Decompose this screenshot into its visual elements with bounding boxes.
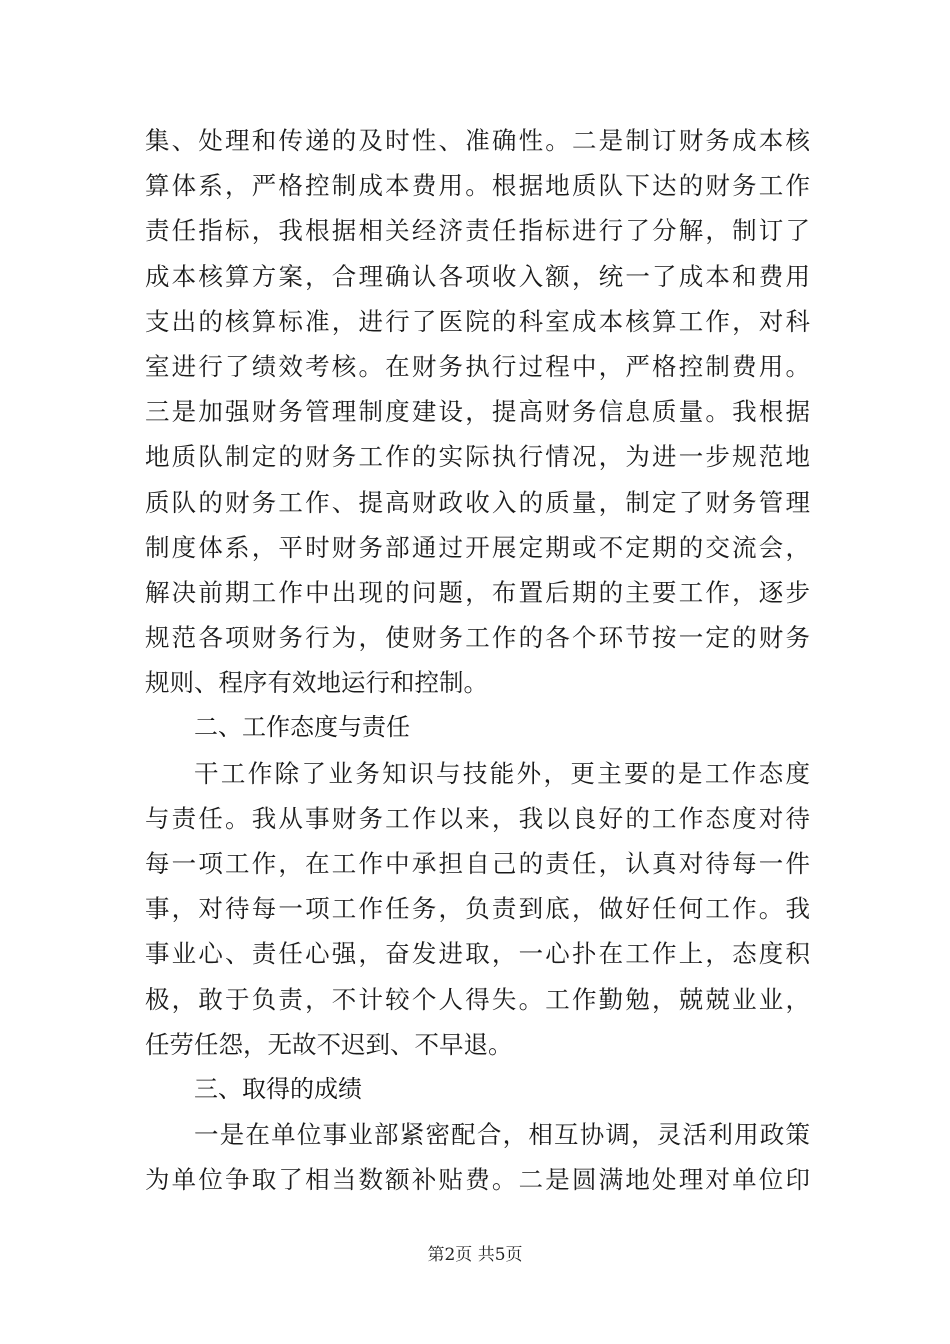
text-line: 事业心、责任心强，奋发进取，一心扑在工作上，态度积 bbox=[145, 939, 810, 969]
text-line: 集、处理和传递的及时性、准确性。二是制订财务成本核 bbox=[145, 126, 810, 155]
text-line: 室进行了绩效考核。在财务执行过程中，严格控制费用。 bbox=[145, 351, 810, 381]
text-line: 事，对待每一项工作任务，负责到底，做好任何工作。我 bbox=[145, 894, 810, 924]
section-heading: 二、工作态度与责任 bbox=[194, 713, 410, 742]
page-number-footer: 第2页 共5页 bbox=[427, 1245, 523, 1265]
text-line: 成本核算方案，合理确认各项收入额，统一了成本和费用 bbox=[145, 261, 810, 291]
section-heading: 三、取得的成绩 bbox=[194, 1074, 362, 1103]
text-line: 三是加强财务管理制度建设，提高财务信息质量。我根据 bbox=[145, 397, 810, 427]
text-line: 地质队制定的财务工作的实际执行情况，为进一步规范地 bbox=[145, 442, 810, 472]
text-line: 任劳任怨，无故不迟到、不早退。 bbox=[145, 1029, 513, 1059]
text-line: 质队的财务工作、提高财政收入的质量，制定了财务管理 bbox=[145, 487, 810, 517]
text-line: 为单位争取了相当数额补贴费。二是圆满地处理对单位印 bbox=[145, 1165, 810, 1195]
text-line: 规则、程序有效地运行和控制。 bbox=[145, 668, 488, 698]
text-line: 一是在单位事业部紧密配合，相互协调，灵活利用政策 bbox=[194, 1120, 810, 1150]
text-line: 规范各项财务行为，使财务工作的各个环节按一定的财务 bbox=[145, 623, 810, 653]
document-body bbox=[145, 118, 810, 1203]
text-line: 极，敢于负责，不计较个人得失。工作勤勉，兢兢业业， bbox=[145, 984, 810, 1014]
text-line: 干工作除了业务知识与技能外，更主要的是工作态度 bbox=[194, 758, 810, 788]
text-line: 解决前期工作中出现的问题，布置后期的主要工作，逐步 bbox=[145, 577, 810, 607]
text-line: 支出的核算标准，进行了医院的科室成本核算工作，对科 bbox=[145, 306, 810, 336]
text-line: 制度体系，平时财务部通过开展定期或不定期的交流会， bbox=[145, 532, 810, 562]
text-line: 每一项工作，在工作中承担自己的责任，认真对待每一件 bbox=[145, 849, 810, 878]
text-line: 算体系，严格控制成本费用。根据地质队下达的财务工作 bbox=[145, 171, 810, 201]
text-line: 责任指标，我根据相关经济责任指标进行了分解，制订了 bbox=[145, 216, 810, 246]
text-line: 与责任。我从事财务工作以来，我以良好的工作态度对待 bbox=[145, 803, 810, 833]
